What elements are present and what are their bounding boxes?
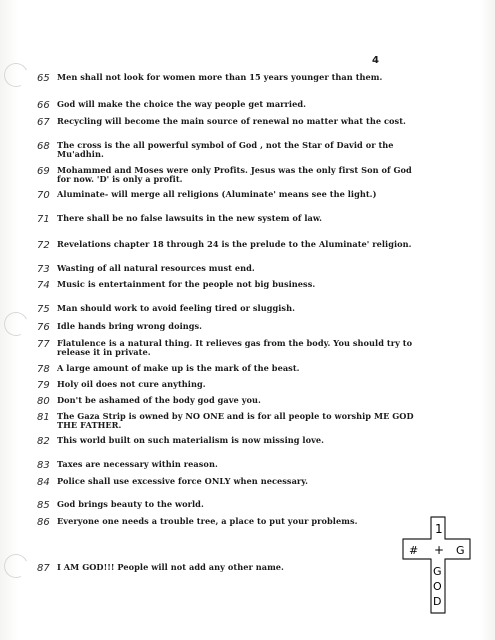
item-text: Wasting of all natural resources must end. — [57, 263, 255, 273]
cross-top-mark: 1 — [435, 522, 443, 536]
item-number: 83 — [37, 460, 50, 471]
item-text: Everyone one needs a trouble tree, a place to put your problems. — [57, 516, 358, 526]
item-number: 70 — [37, 190, 50, 201]
cross-right-mark: G — [456, 544, 465, 557]
item-text: God will make the choice the way people get married. — [57, 99, 307, 109]
item-text: Police shall use excessive force ONLY when necessary. — [57, 476, 309, 486]
item-number: 79 — [37, 380, 50, 391]
item-text: Holy oil does not cure anything. — [57, 379, 206, 389]
item-number: 74 — [37, 280, 50, 291]
item-number: 76 — [37, 322, 50, 333]
item-number: 66 — [37, 100, 50, 111]
item-number: 78 — [37, 364, 50, 375]
item-text: Mohammed and Moses were only Profits. Jesus was the only first Son of God for now. 'D' is only a profit. — [57, 165, 412, 184]
item-text: Aluminate- will merge all religions (Aluminate' means see the light.) — [57, 189, 377, 199]
item-text: There shall be no false lawsuits in the new system of law. — [57, 213, 323, 223]
cross-letter-g: G — [433, 565, 442, 578]
page-number: 4 — [372, 55, 379, 66]
item-number: 65 — [37, 73, 50, 84]
cross-center-mark: + — [434, 543, 445, 557]
item-number: 77 — [37, 339, 50, 350]
item-text: The cross is the all powerful symbol of God , not the Star of David or the Mu'adhin. — [57, 140, 394, 159]
item-text: Flatulence is a natural thing. It relieves gas from the body. You should try to release it in private. — [57, 338, 413, 357]
item-text: A large amount of make up is the mark of the beast. — [57, 363, 300, 373]
punch-hole-middle — [1, 309, 32, 340]
item-text: The Gaza Strip is owned by NO ONE and is for all people to worship ME GOD THE FATHER. — [57, 411, 414, 430]
item-text: Recycling will become the main source of renewal no matter what the cost. — [57, 116, 406, 126]
item-number: 84 — [37, 477, 50, 488]
item-text: I AM GOD!!! People will not add any other name. — [57, 562, 284, 572]
punch-hole-bottom — [1, 551, 32, 582]
item-number: 81 — [37, 412, 50, 423]
item-number: 82 — [37, 436, 50, 447]
item-text: Men shall not look for women more than 15 years younger than them. — [57, 72, 383, 82]
item-number: 87 — [37, 563, 50, 574]
item-number: 69 — [37, 166, 50, 177]
item-number: 85 — [37, 500, 50, 511]
item-text: Revelations chapter 18 through 24 is the prelude to the Aluminate' religion. — [57, 239, 412, 249]
cross-letter-d: D — [433, 595, 442, 608]
punch-hole-top — [1, 60, 32, 91]
item-number: 72 — [37, 240, 50, 251]
hand-drawn-cross-icon — [398, 515, 478, 615]
item-text: Man should work to avoid feeling tired or sluggish. — [57, 303, 295, 313]
item-number: 80 — [37, 396, 50, 407]
item-number: 68 — [37, 141, 50, 152]
item-text: Music is entertainment for the people not big business. — [57, 279, 316, 289]
item-text: Taxes are necessary within reason. — [57, 459, 218, 469]
item-text: Idle hands bring wrong doings. — [57, 321, 203, 331]
item-number: 75 — [37, 304, 50, 315]
item-text: Don't be ashamed of the body god gave you. — [57, 395, 261, 405]
cross-left-mark: # — [409, 544, 419, 557]
item-number: 71 — [37, 214, 50, 225]
item-number: 67 — [37, 117, 50, 128]
item-number: 73 — [37, 264, 50, 275]
item-text: God brings beauty to the world. — [57, 499, 204, 509]
item-text: This world built on such materialism is now missing love. — [57, 435, 325, 445]
cross-letter-o: O — [433, 580, 442, 593]
item-number: 86 — [37, 517, 50, 528]
